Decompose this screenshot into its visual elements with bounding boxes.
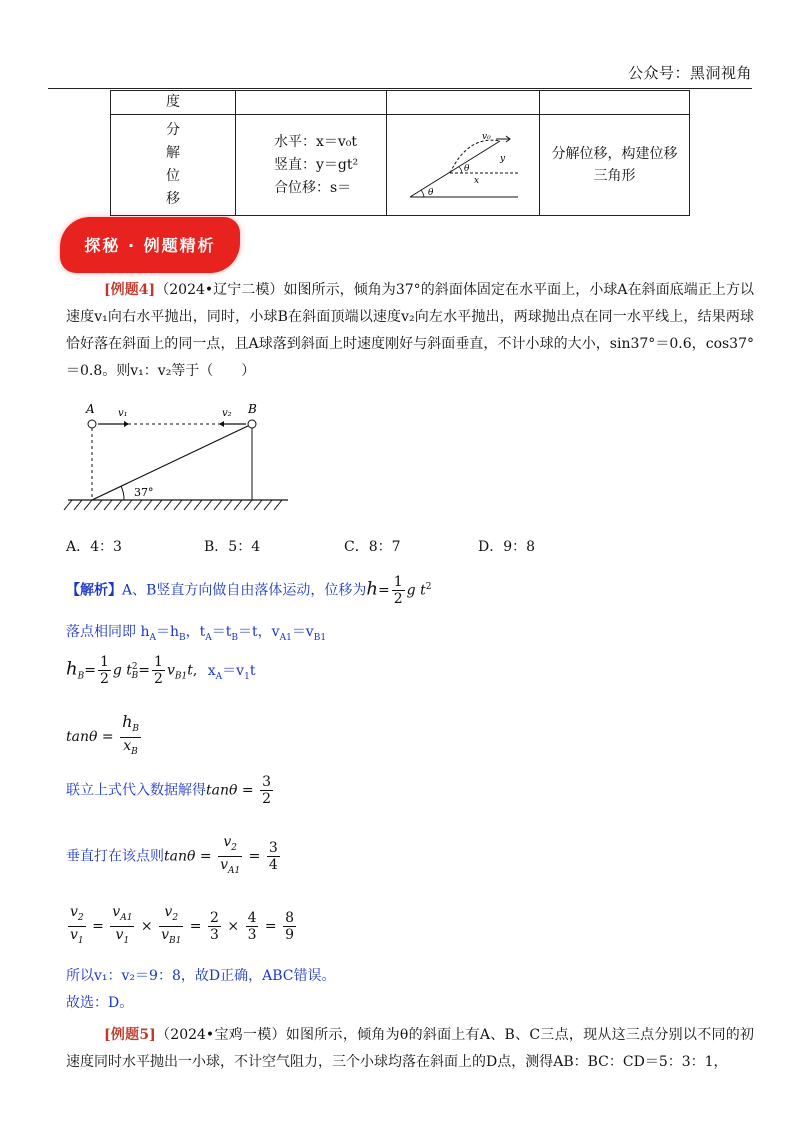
solution-tag: 【解析】	[66, 582, 122, 599]
row-formulas	[236, 115, 387, 216]
displacement-diagram	[388, 115, 538, 211]
solution-line-3: $h_B=$ $\frac{1}{2}$ g $t^2_B=$ $\frac{1}{2}$ $v_{B1}t$, $x_A=v_1t$	[66, 654, 256, 687]
solution-line-1: 【解析】A、B竖直方向做自由落体运动，位移为h= $\frac{1}{2}$ g $t^2$	[66, 574, 432, 607]
formula-horizontal: 水平：x＝v₀t	[274, 133, 358, 150]
formula-vertical: 竖直：y＝gt²	[274, 156, 359, 173]
solution-line-5: 联立上式代入数据解得tanθ = $\frac{3}{2}$	[66, 774, 271, 807]
table-row	[111, 115, 690, 216]
solution-line-6: 垂直打在该点则tanθ = $\frac{v_2}{v_{A1}}$ = $\frac{3}{4}$	[66, 834, 278, 876]
example4-statement	[66, 277, 754, 385]
formula-fraction: $\frac{1}{2}$	[393, 574, 403, 607]
label-theta: θ	[464, 164, 470, 174]
example4-text: （2024•辽宁二模）如图所示，倾角为37°的斜面体固定在水平面上，小球A在斜面底端正上方以速度v₁向右水平抛出，同时，小球B在斜面顶端以速度v₂向左水平抛出，两球抛出点在同一水平线上，结果两球恰好落在斜面上的同一点，且A球落到斜面上时速度刚好与斜面垂直，不计小球的大小，sin37°＝0.6，cos37°＝0.8。则v₁：v₂等于（ ）	[66, 282, 755, 379]
solution-line-7: $\frac{v_2}{v_1}$ = $\frac{v_{A1}}{v_1}$ × $\frac{v_2}{v_{B1}}$ = $\frac{2}{3}$ × $\frac{4}{3}$ = $\frac{8}{9}$	[70, 904, 295, 946]
label-angle: 37°	[134, 486, 154, 499]
header-rule	[48, 88, 752, 89]
solution-line-4: tanθ = $\frac{h_B}{x_B}$	[66, 712, 139, 757]
option-d: D．9：8	[478, 539, 536, 555]
option-a: A．4：3	[66, 539, 122, 555]
ball-b	[248, 420, 256, 428]
section-banner	[60, 217, 240, 273]
example5-text: （2024•宝鸡一模）如图所示，倾角为θ的斜面上有A、B、C三点，现从这三点分别以不同的初速度同时水平抛出一小球，不计空气阻力，三个小球均落在斜面上的D点，测得AB：BC：CD＝5：3：1，	[66, 1027, 754, 1070]
row-figure	[387, 91, 540, 115]
label-v2: v₂	[222, 408, 232, 419]
table-row	[111, 91, 690, 115]
label-y: y	[500, 154, 506, 164]
knowledge-table	[110, 90, 690, 216]
example4-figure	[60, 396, 290, 520]
row-formulas	[236, 91, 387, 115]
label-theta: θ	[428, 188, 434, 198]
row-label: 度	[111, 91, 236, 115]
solution-line-2: 落点相同即 $h_A=h_B$，$t_A=t_B=t$，$v_{A1}=v_{B1}$	[66, 624, 327, 643]
option-b: B．5：4	[204, 539, 261, 555]
header-brand: 公众号：黑洞视角	[627, 64, 752, 82]
example5-tag: [例题5]	[104, 1027, 156, 1043]
label-v0: v₀	[482, 132, 491, 142]
label-a: A	[86, 402, 95, 416]
row-figure	[387, 115, 540, 216]
ball-a	[88, 420, 96, 428]
formula-total: 合位移：s＝	[274, 179, 352, 196]
row-description: 分解位移，构建位移三角形	[540, 115, 690, 216]
example5-statement	[66, 1022, 754, 1076]
solution-line-8: 所以v₁：v₂＝9：8，故D正确，ABC错误。	[66, 968, 336, 984]
example4-tag: [例题4]	[104, 282, 156, 298]
label-v1: v₁	[118, 408, 128, 419]
row-description	[540, 91, 690, 115]
solution-line-9: 故选：D。	[66, 995, 134, 1011]
banner-title: 探秘 · 例题精析	[84, 236, 216, 255]
label-b: B	[248, 402, 257, 416]
row-label-decompose: 分 解 位 移	[111, 115, 236, 216]
label-x: x	[474, 176, 480, 186]
option-c: C．8：7	[344, 539, 401, 555]
